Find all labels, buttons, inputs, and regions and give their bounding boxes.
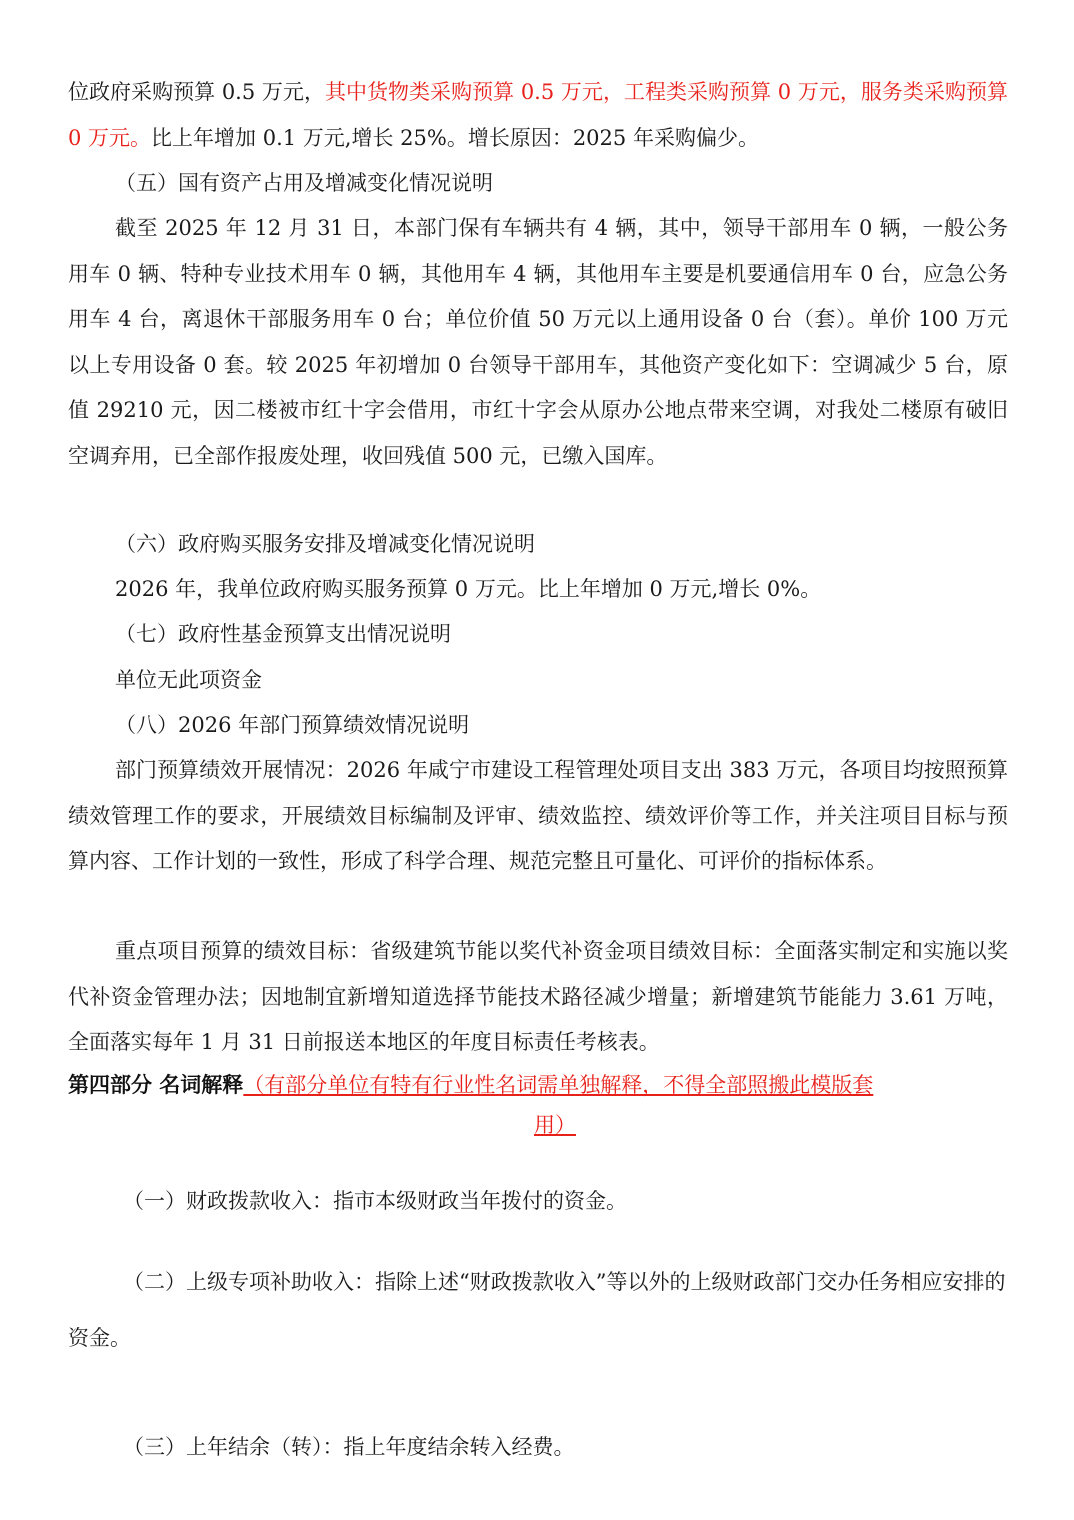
procurement-text-end: 比上年增加 0.1 万元,增长 25%。增长原因：2025 年采购偏少。 [151, 125, 759, 150]
section8-body-key-projects: 重点项目预算的绩效目标：省级建筑节能以奖代补资金项目绩效目标：全面落实制定和实施以奖代补资金管理办法；因地制宜新增知道选择节能技术路径减少增量；新增建筑节能能力 3.61 万吨，全面落实每年 1 月 31 日前报送本地区的年度目标责任考核表。 [68, 939, 1008, 1054]
part4-heading [68, 1065, 1008, 1145]
part4-note: （有部分单位有特有行业性名词需单独解释，不得全部照搬此模版套 [243, 1073, 874, 1097]
term-fiscal-appropriation: （一）财政拨款收入：指市本级财政当年拨付的资金。 [123, 1189, 627, 1213]
procurement-paragraph [68, 70, 1008, 161]
section7-heading: （七）政府性基金预算支出情况说明 [115, 622, 451, 646]
section6-body: 2026 年，我单位政府购买服务预算 0 万元。比上年增加 0 万元,增长 0%。 [115, 577, 822, 601]
section5-body: 截至 2025 年 12 月 31 日，本部门保有车辆共有 4 辆，其中，领导干部用车 0 辆，一般公务用车 0 辆、特种专业技术用车 0 辆，其他用车 4 辆，其他用车主要是机要通信用车 0 台，应急公务用车 4 台，离退休干部服务用车 0 台；单位价值 50 万元以上通用设备 0 台（套）。单价 100 万元以上专用设备 0 套。较 2025 年初增加 0 台领导干部用车，其他资产变化如下：空调减少 5 台，原值 29210 元，因二楼被市红十字会借用，市红十字会从原办公地点带来空调，对我处二楼原有破旧空调弃用，已全部作报废处理，收回残值 500 元，已缴入国库。 [68, 216, 1008, 468]
section7-body: 单位无此项资金 [115, 668, 262, 692]
section8-body-performance: 部门预算绩效开展情况：2026 年咸宁市建设工程管理处项目支出 383 万元，各项目均按照预算绩效管理工作的要求，开展绩效目标编制及评审、绩效监控、绩效评价等工作，并关注项目目标与预算内容、工作计划的一致性，形成了科学合理、规范完整且可量化、可评价的指标体系。 [68, 758, 1008, 873]
section6-heading: （六）政府购买服务安排及增减变化情况说明 [115, 532, 535, 556]
term-special-subsidy: （二）上级专项补助收入：指除上述“财政拨款收入”等以外的上级财政部门交办任务相应安排的资金。 [68, 1270, 1006, 1350]
procurement-highlight: 其中货物类采购预算 0.5 万元，工程类采购预算 0 万元，服务类采购预算 0 万元。 [68, 80, 1008, 150]
part4-title: 第四部分 名词解释 [68, 1073, 244, 1097]
term-prior-year-balance: （三）上年结余（转）：指上年度结余转入经费。 [123, 1435, 575, 1459]
part4-note-continued: 用） [534, 1113, 576, 1137]
procurement-text-start: 位政府采购预算 0.5 万元， [68, 80, 325, 104]
section5-heading: （五）国有资产占用及增减变化情况说明 [115, 171, 493, 195]
section8-heading: （八）2026 年部门预算绩效情况说明 [115, 713, 470, 737]
